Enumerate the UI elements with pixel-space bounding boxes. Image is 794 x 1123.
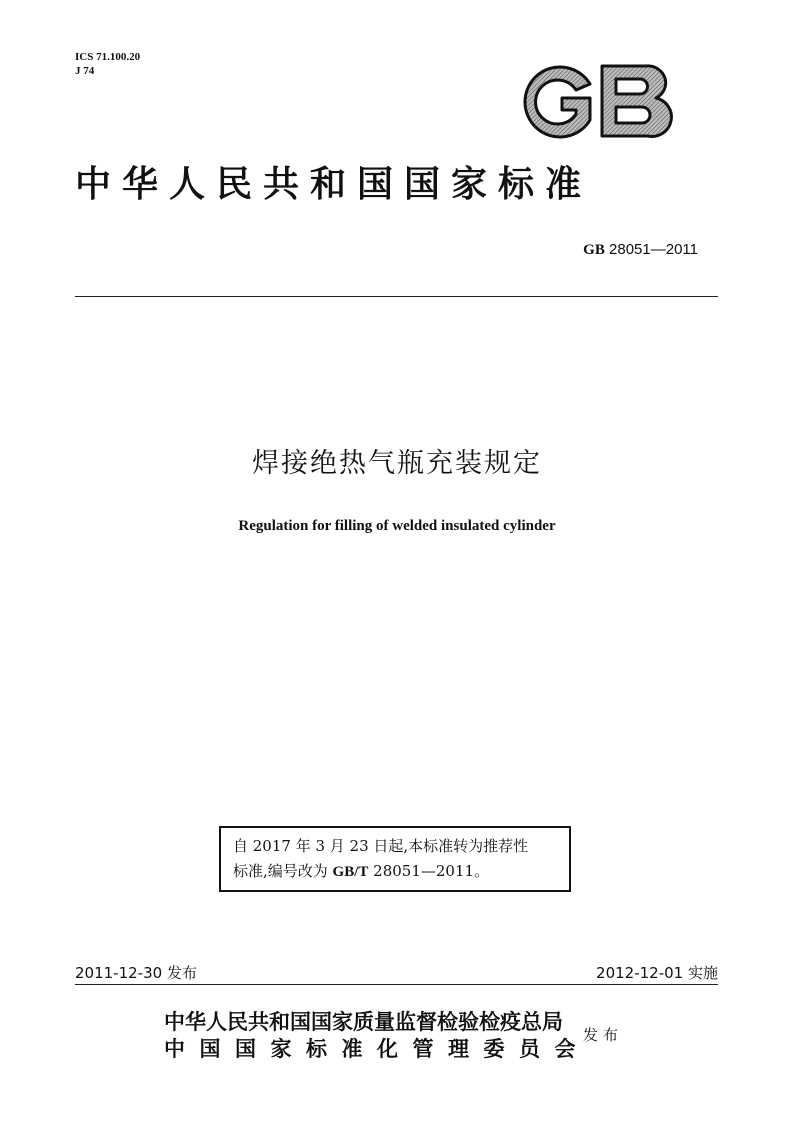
notice-line-1: 自 2017 年 3 月 23 日起,本标准转为推荐性 — [233, 837, 529, 855]
document-title-chinese: 焊接绝热气瓶充装规定 — [252, 448, 542, 479]
notice-line-2-suffix: 28051—2011。 — [368, 862, 490, 880]
implementation-date: 2012-12-01 实施 — [596, 964, 718, 982]
issuing-authorities — [164, 1009, 590, 1063]
document-title-english: Regulation for filling of welded insulated cylinder — [238, 518, 556, 534]
standard-code — [583, 241, 698, 259]
standard-code-prefix: GB — [583, 242, 605, 258]
standard-code-number: 28051—2011 — [609, 241, 698, 258]
issued-label: 发布 — [583, 1026, 624, 1044]
issuer-line-2: 中国国家标准化管理委员会 — [164, 1037, 590, 1061]
notice-new-code-prefix: GB/T — [332, 864, 369, 880]
ccs-code: J 74 — [75, 65, 95, 77]
notice-line-2 — [233, 859, 569, 885]
status-notice-box — [219, 826, 571, 892]
issue-date: 2011-12-30 发布 — [75, 964, 197, 982]
footer-divider — [75, 984, 718, 985]
classification-codes — [75, 50, 140, 78]
gb-logo-icon — [516, 62, 678, 140]
issuer-line-1: 中华人民共和国国家质量监督检验检疫总局 — [164, 1010, 563, 1034]
header-divider — [75, 296, 718, 297]
ics-code: ICS 71.100.20 — [75, 51, 141, 63]
standard-category-title: 中华人民共和国国家标准 — [75, 164, 593, 205]
notice-line-2-prefix: 标准,编号改为 — [233, 862, 333, 880]
